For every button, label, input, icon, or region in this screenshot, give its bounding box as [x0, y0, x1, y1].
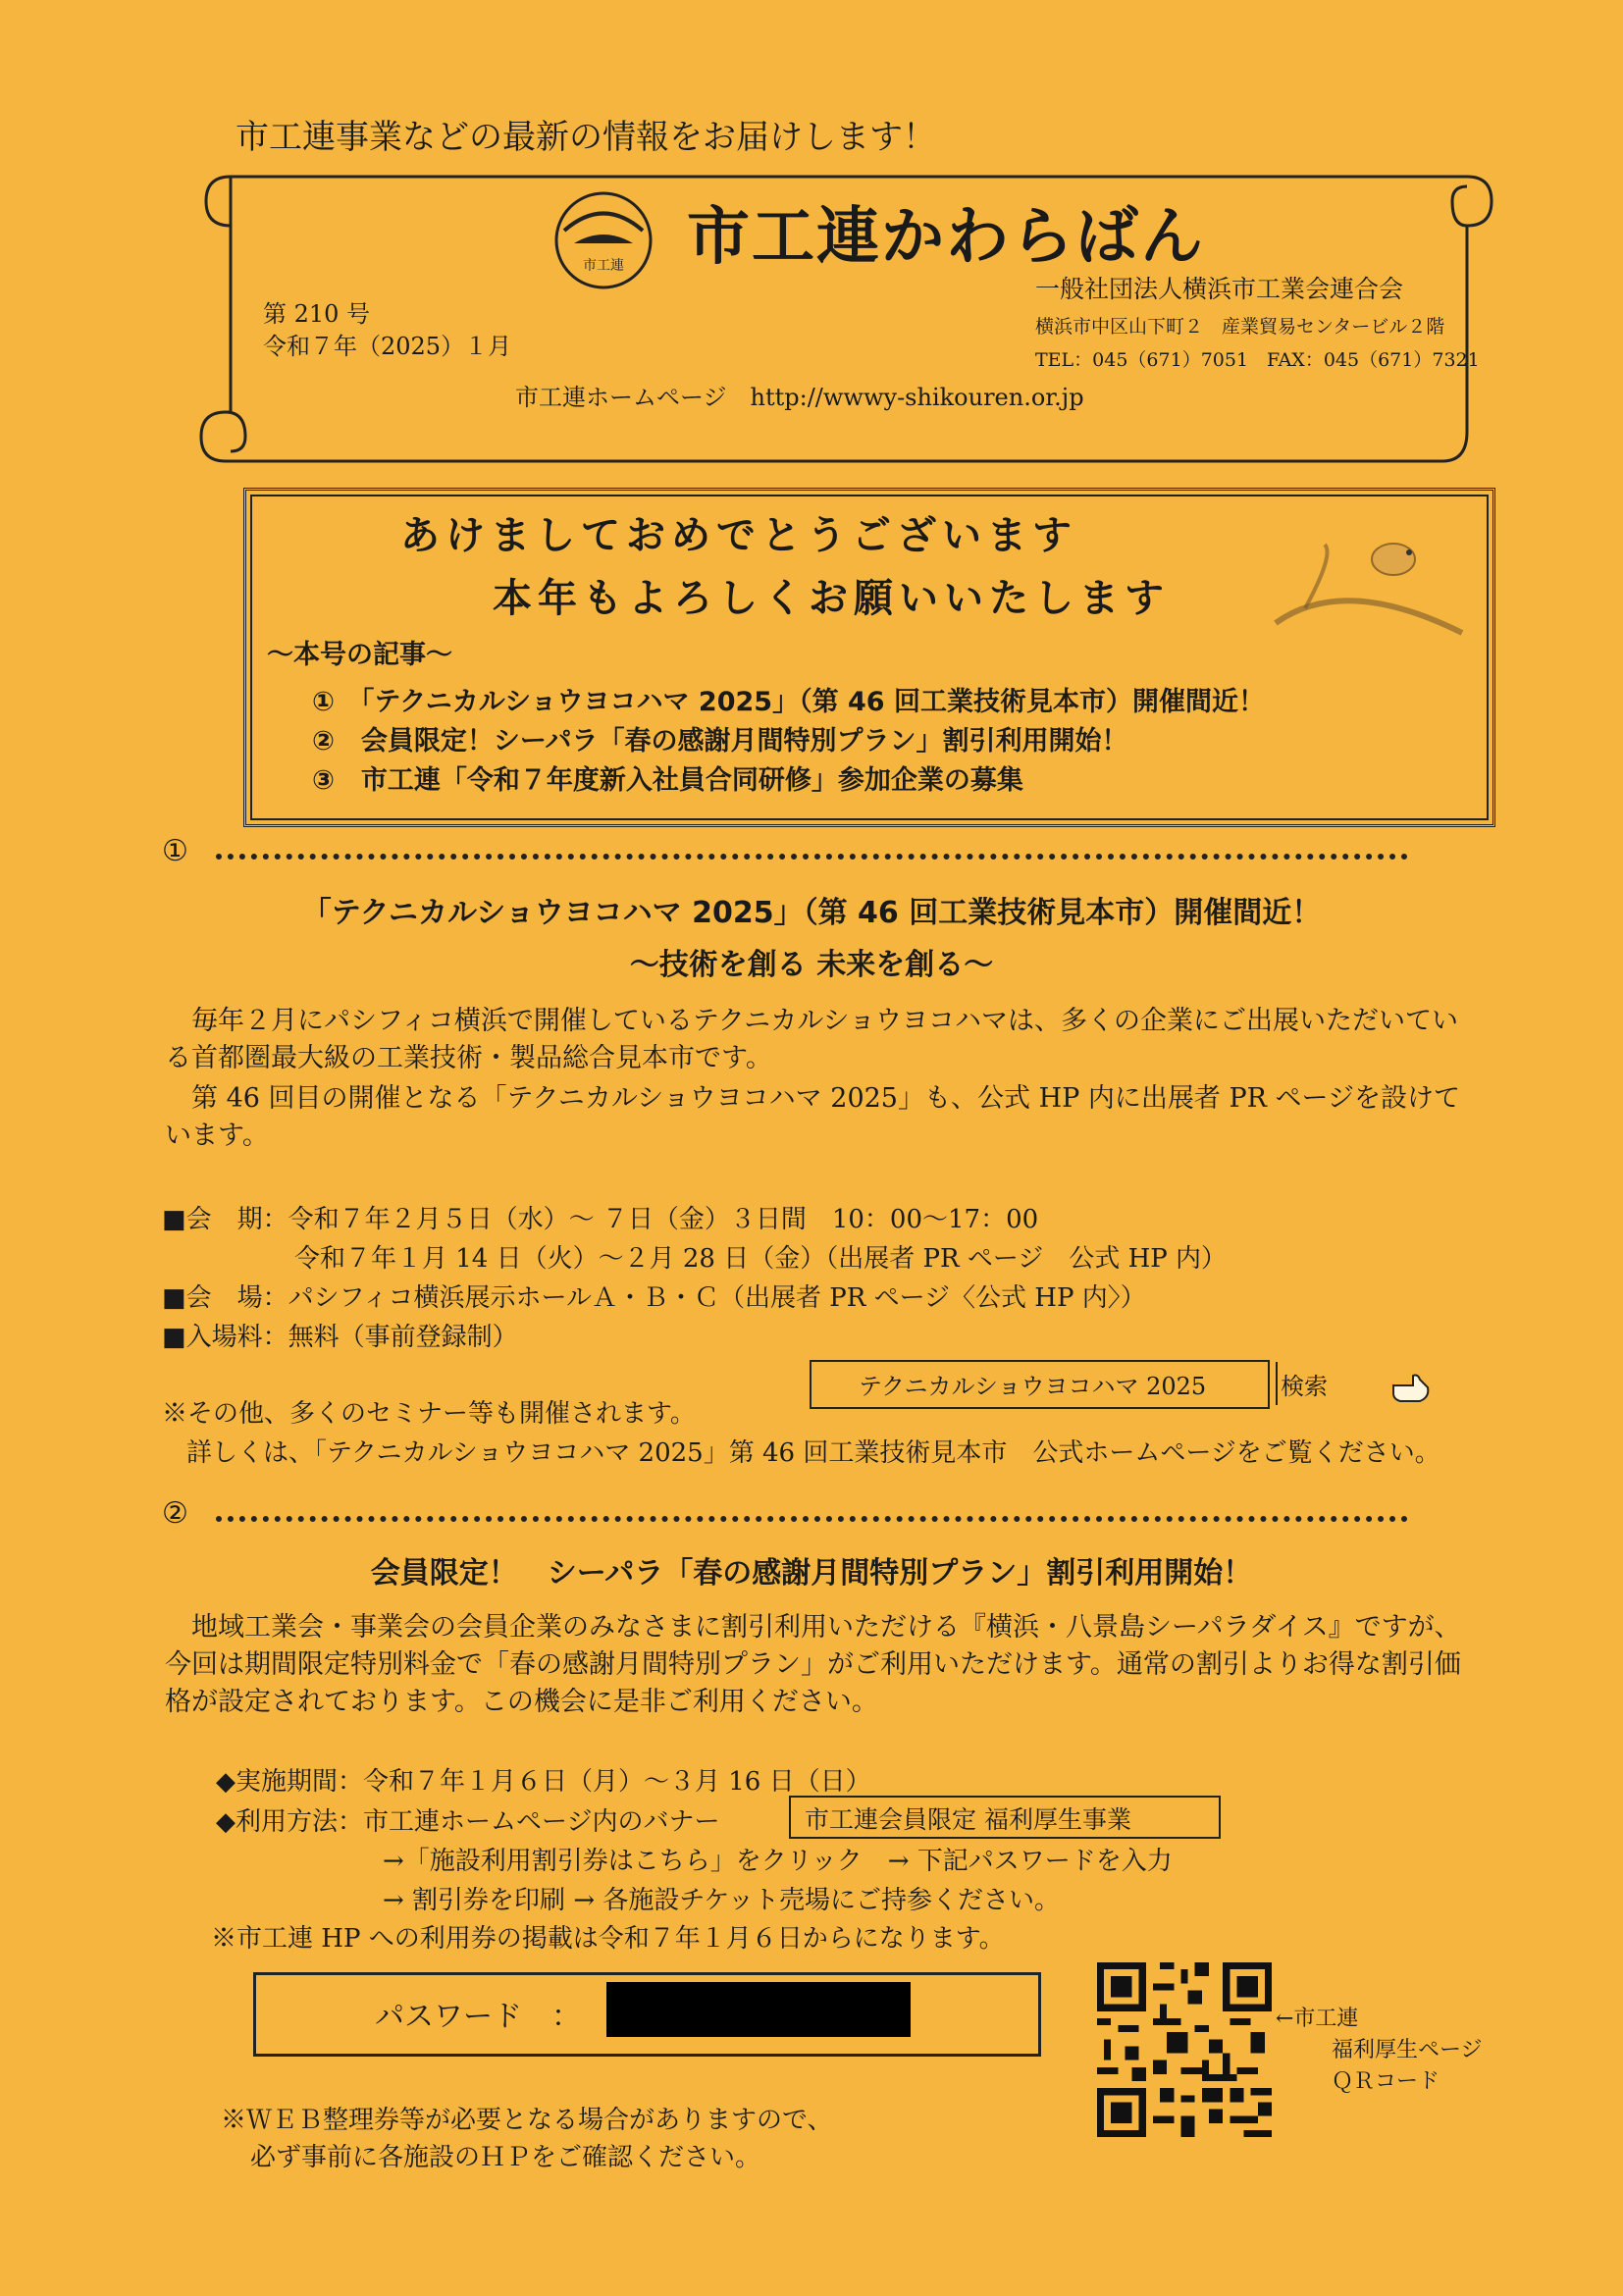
section-1-paragraph-2: 第 46 回目の開催となる「テクニカルショウヨコハマ 2025」も、公式 HP 内に出展者 PR ページを設けています。 [165, 1083, 1460, 1151]
qr-caption-1: ←市工連 [1276, 2007, 1359, 2031]
usage-step-1: →「施設利用割引券はこちら」をクリック → 下記パスワードを入力 [383, 1847, 1173, 1876]
section-1-title: 「テクニカルショウヨコハマ 2025」（第 46 回工業技術見本市）開催間近！ [301, 896, 1322, 930]
toc-item-2[interactable]: ② 会員限定！シーパラ「春の感謝月間特別プラン」割引利用開始！ [312, 726, 1128, 757]
org-tel: TEL：045（671）7051 FAX：045（671）7321 [1035, 349, 1480, 371]
usage-method: ◆利用方法：市工連ホームページ内のバナー [216, 1807, 720, 1837]
pointer-hand-icon [1388, 1366, 1433, 1405]
toc-item-3[interactable]: ③ 市工連「令和７年度新入社員合同研修」参加企業の募集 [312, 765, 1023, 796]
section-2-title: 会員限定！ シーパラ「春の感謝月間特別プラン」割引利用開始！ [370, 1556, 1253, 1591]
issue-number: 第 210 号 [263, 300, 371, 328]
greeting-line-1: あけましておめでとうございます [400, 512, 1077, 558]
usage-step-2: → 割引券を印刷 → 各施設チケット売場にご持参ください。 [383, 1886, 1061, 1915]
org-name: 一般社団法人横浜市工業会連合会 [1035, 275, 1404, 303]
section-1-note: ※その他、多くのセミナー等も開催されます。 [162, 1399, 696, 1429]
event-period: ■会 期：令和７年２月５日（水）～ ７日（金）３日間 10：00～17：00 [162, 1205, 1039, 1234]
section-2-marker: ② [162, 1496, 188, 1531]
pr-page-period: 令和７年１月 14 日（火）～２月 28 日（金）（出展者 PR ページ 公式 HP 内） [294, 1244, 1228, 1274]
section-2-note: ※市工連 HP への利用券の掲載は令和７年１月６日からになります。 [211, 1924, 1005, 1954]
logo-text: 市工連 [583, 258, 624, 274]
tagline: 市工連事業などの最新の情報をお届けします！ [236, 118, 936, 157]
campaign-term: ◆実施期間：令和７年１月６日（月）～３月 16 日（日） [216, 1767, 871, 1797]
section-2-paragraph: 地域工業会・事業会の会員企業のみなさまに割引利用いただける『横浜・八景島シーパラダイス』ですが、今回は期間限定特別料金で「春の感謝月間特別プラン」がご利用いただけます。通常の割引よりお得な割引価格が設定されております。この機会に是非ご利用ください。 [165, 1612, 1461, 1717]
toc-item-1[interactable]: ① 「テクニカルショウヨコハマ 2025」（第 46 回工業技術見本市）開催間近！ [312, 687, 1265, 717]
search-button[interactable]: 検索 [1281, 1373, 1328, 1400]
section-1-marker: ① [162, 834, 188, 868]
greeting-line-2: 本年もよろしくお願いいたします [493, 575, 1170, 621]
homepage-link[interactable]: 市工連ホームページ http://wwwy-shikouren.or.jp [515, 384, 1084, 411]
search-divider [1276, 1362, 1278, 1405]
event-venue: ■会 場：パシフィコ横浜展示ホールＡ・Ｂ・Ｃ（出展者 PR ページ〈公式 HP 内〉） [162, 1283, 1146, 1313]
paper-title: 市工連かわらばん [687, 201, 1205, 274]
event-admission: ■入場料：無料（事前登録制） [162, 1323, 518, 1352]
section-2-divider [216, 1516, 1408, 1522]
password-label: パスワード ： [375, 2000, 581, 2034]
section-1-divider [216, 854, 1408, 860]
qr-caption-2: 福利厚生ページ [1332, 2038, 1483, 2062]
section-1-paragraph-1: 毎年２月にパシフィコ横浜で開催しているテクニカルショウヨコハマは、多くの企業にご出展いただいている首都圏最大級の工業技術・製品総合見本市です。 [165, 1006, 1459, 1073]
qr-caption-3: ＱＲコード [1332, 2069, 1440, 2094]
bird-illustration [1266, 515, 1472, 652]
qr-code[interactable] [1097, 1962, 1272, 2137]
password-redacted [606, 1982, 911, 2037]
toc-title: ～本号の記事～ [267, 640, 452, 670]
section-1-detail: 詳しくは、「テクニカルショウヨコハマ 2025」第 46 回工業技術見本市 公式ホームページをご覧ください。 [186, 1438, 1440, 1468]
section-1-subtitle: ～技術を創る 未来を創る～ [629, 948, 994, 982]
logo-emblem [550, 186, 657, 294]
bottom-note-1: ※ＷＥＢ整理券等が必要となる場合がありますので、 [221, 2106, 833, 2135]
search-query-text: テクニカルショウヨコハマ 2025 [859, 1373, 1207, 1400]
org-address: 横浜市中区山下町２ 産業貿易センタービル２階 [1035, 316, 1445, 338]
bottom-note-2: 必ず事前に各施設のＨＰをご確認ください。 [250, 2143, 761, 2172]
member-banner-label: 市工連会員限定 福利厚生事業 [805, 1805, 1131, 1834]
issue-date: 令和７年（2025）１月 [263, 333, 512, 360]
